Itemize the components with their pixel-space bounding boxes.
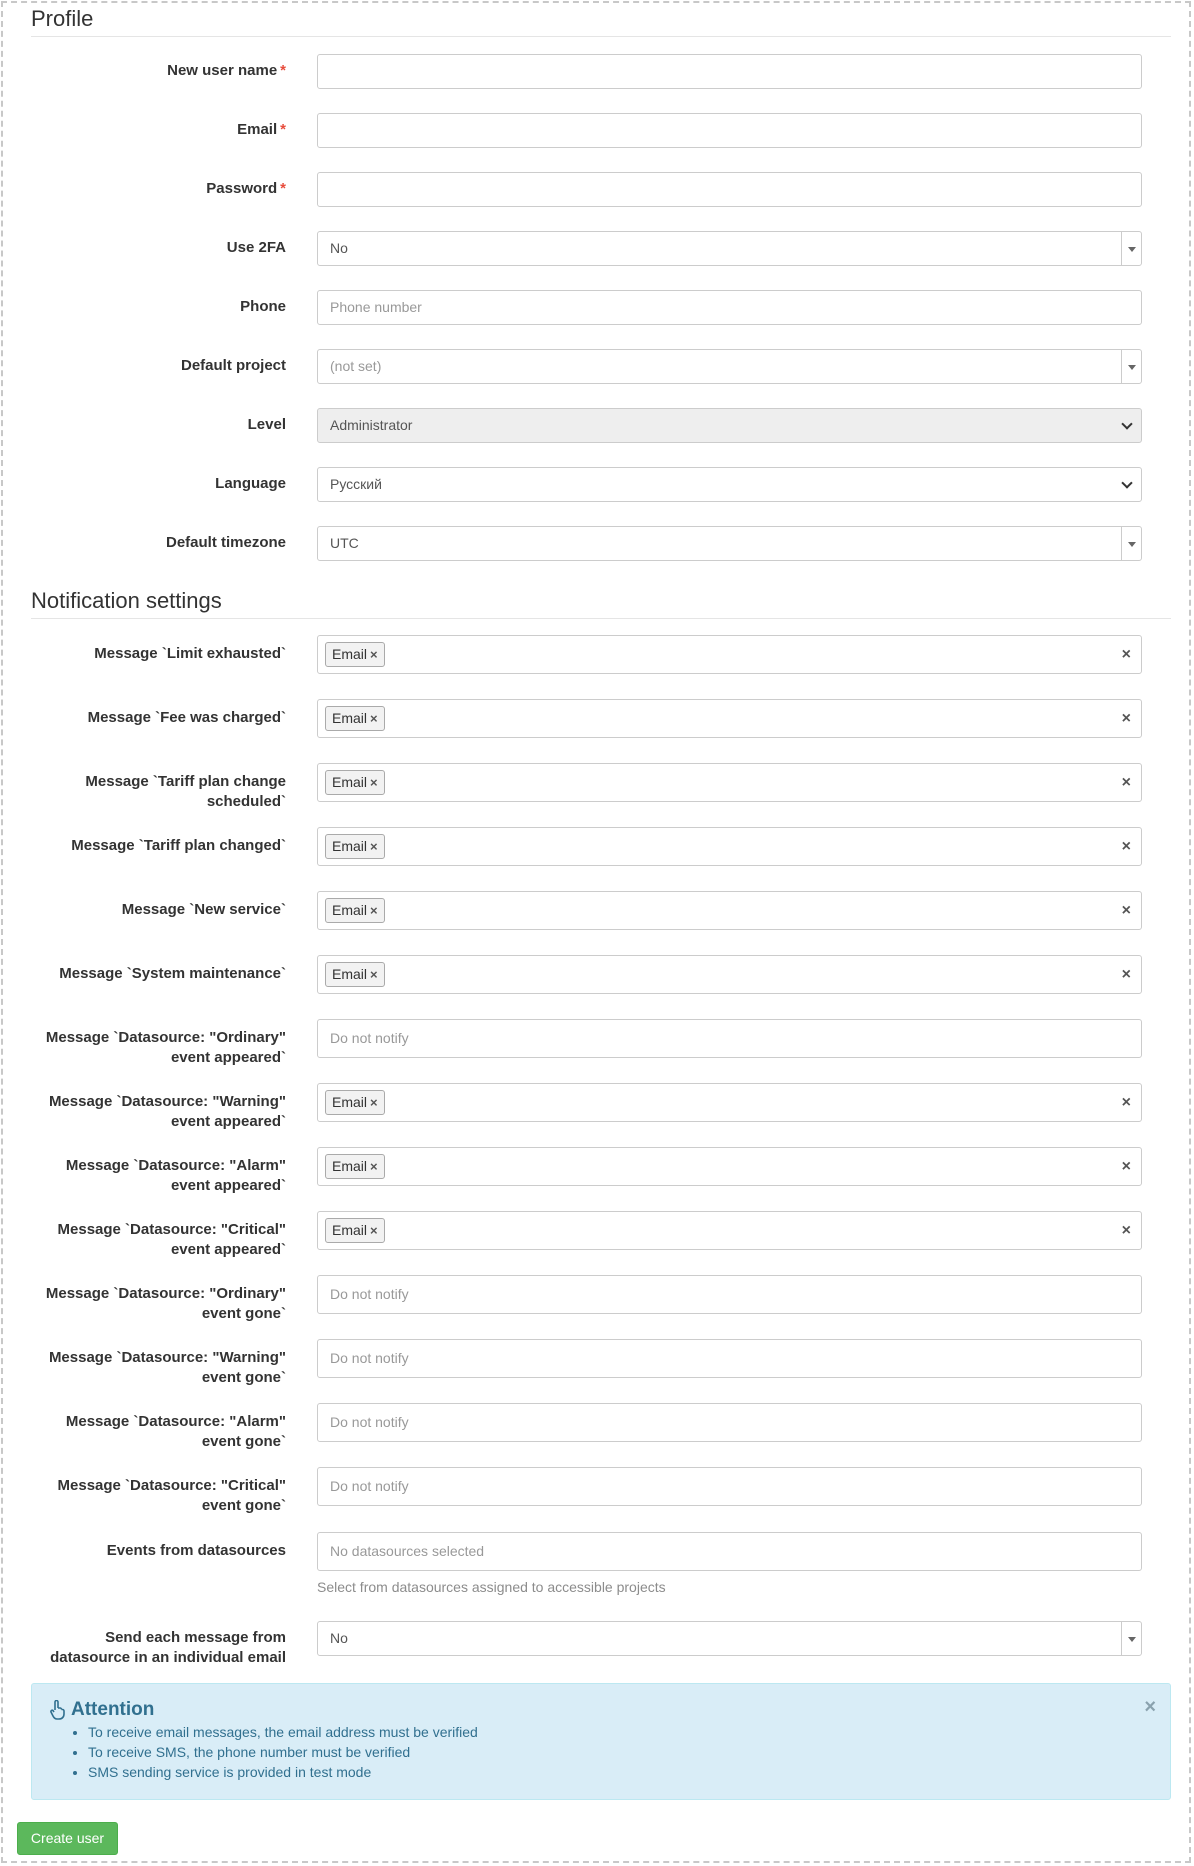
label-phone: Phone — [240, 298, 286, 315]
email-tag: Email × — [325, 642, 385, 667]
notification-channel-select[interactable] — [317, 1467, 1142, 1506]
notification-channel-select[interactable] — [317, 955, 1142, 994]
default-project-select[interactable] — [317, 349, 1142, 384]
clear-icon[interactable]: × — [1121, 1222, 1131, 1239]
notification-placeholder: Do not notify — [330, 1030, 409, 1046]
phone-input[interactable]: Phone number — [317, 290, 1142, 325]
notification-label: Message `Tariff plan change scheduled` — [85, 773, 286, 810]
email-tag: Email × — [325, 1154, 385, 1179]
notification-placeholder: Do not notify — [330, 1414, 409, 1430]
datasources-select[interactable]: No datasources selected — [317, 1532, 1142, 1571]
notification-channel-select[interactable] — [317, 1147, 1142, 1186]
notification-channel-select[interactable] — [317, 635, 1142, 674]
notification-channel-select[interactable] — [317, 699, 1142, 738]
notification-label: Message `Fee was charged` — [87, 709, 286, 726]
language-value: Русский — [330, 476, 382, 492]
notification-channel-select[interactable] — [317, 1275, 1142, 1314]
attention-alert — [31, 1683, 1171, 1800]
remove-tag-icon[interactable]: × — [370, 711, 378, 726]
clear-icon[interactable]: × — [1121, 966, 1131, 983]
individual-email-select[interactable] — [317, 1621, 1142, 1656]
notification-label: Message `Datasource: "Critical" event appeared` — [57, 1221, 286, 1258]
default-project-value: (not set) — [330, 358, 382, 374]
notification-label: Message `Datasource: "Ordinary" event gone` — [45, 1285, 286, 1322]
label-password: Password * — [206, 180, 286, 197]
notification-label: Message `Datasource: "Alarm" event appeared` — [65, 1157, 286, 1194]
notification-placeholder: Do not notify — [330, 1350, 409, 1366]
notification-label: Message `New service` — [121, 901, 286, 918]
caret-down-icon[interactable] — [1121, 350, 1141, 383]
remove-tag-icon[interactable]: × — [370, 1159, 378, 1174]
notification-label: Message `System maintenance` — [59, 965, 286, 982]
remove-tag-icon[interactable]: × — [370, 647, 378, 662]
level-select[interactable] — [317, 408, 1142, 443]
user-name-input[interactable] — [317, 54, 1142, 89]
alert-item: • To receive SMS, the phone number must be verified — [88, 1742, 478, 1762]
chevron-down-icon — [1121, 418, 1132, 429]
section-title-notifications: Notification settings — [31, 588, 1171, 619]
clear-icon[interactable]: × — [1121, 774, 1131, 791]
language-select[interactable] — [317, 467, 1142, 502]
chevron-down-icon — [1121, 477, 1132, 488]
alert-list — [52, 1722, 478, 1782]
caret-down-icon[interactable] — [1121, 527, 1141, 560]
caret-down-icon[interactable] — [1121, 1622, 1141, 1655]
email-tag: Email × — [325, 1218, 385, 1243]
remove-tag-icon[interactable]: × — [370, 775, 378, 790]
clear-icon[interactable]: × — [1121, 1094, 1131, 1111]
notification-label: Message `Tariff plan changed` — [71, 837, 286, 854]
notification-label: Message `Datasource: "Warning" event appeared` — [48, 1093, 286, 1130]
notification-label: Message `Limit exhausted` — [94, 645, 286, 662]
email-input[interactable] — [317, 113, 1142, 148]
notification-channel-select[interactable] — [317, 1339, 1142, 1378]
label-default-project: Default project — [180, 357, 286, 374]
timezone-value: UTC — [330, 535, 359, 551]
email-tag: Email × — [325, 706, 385, 731]
notification-channel-select[interactable] — [317, 1083, 1142, 1122]
remove-tag-icon[interactable]: × — [370, 839, 378, 854]
section-title-profile: Profile — [31, 6, 1171, 37]
label-user-name: New user name * — [167, 62, 286, 79]
notification-channel-select[interactable] — [317, 1403, 1142, 1442]
alert-item: • SMS sending service is provided in test mode — [88, 1762, 478, 1782]
email-tag: Email × — [325, 770, 385, 795]
notification-placeholder: Do not notify — [330, 1478, 409, 1494]
use-2fa-value: No — [330, 240, 348, 256]
notification-label: Message `Datasource: "Critical" event gone` — [57, 1477, 286, 1514]
remove-tag-icon[interactable]: × — [370, 1095, 378, 1110]
notification-label: Message `Datasource: "Alarm" event gone` — [65, 1413, 286, 1450]
hand-pointer-icon — [49, 1700, 67, 1720]
email-tag: Email × — [325, 1090, 385, 1115]
clear-icon[interactable]: × — [1121, 710, 1131, 727]
label-timezone: Default timezone — [165, 534, 286, 551]
email-tag: Email × — [325, 962, 385, 987]
notification-label: Message `Datasource: "Warning" event gone` — [48, 1349, 286, 1386]
clear-icon[interactable]: × — [1121, 838, 1131, 855]
clear-icon[interactable]: × — [1121, 1158, 1131, 1175]
label-use-2fa: Use 2FA — [226, 239, 286, 256]
level-value: Administrator — [330, 417, 413, 433]
use-2fa-select[interactable] — [317, 231, 1142, 266]
clear-icon[interactable]: × — [1121, 902, 1131, 919]
notification-placeholder: Do not notify — [330, 1286, 409, 1302]
remove-tag-icon[interactable]: × — [370, 967, 378, 982]
datasources-help-text: Select from datasources assigned to accessible projects — [317, 1579, 666, 1595]
timezone-select[interactable] — [317, 526, 1142, 561]
email-tag: Email × — [325, 834, 385, 859]
label-language: Language — [215, 475, 286, 492]
notification-channel-select[interactable] — [317, 891, 1142, 930]
alert-title: Attention — [49, 1699, 154, 1721]
create-user-button[interactable]: Create user — [17, 1822, 118, 1855]
individual-email-value: No — [330, 1630, 348, 1646]
remove-tag-icon[interactable]: × — [370, 1223, 378, 1238]
email-tag: Email × — [325, 898, 385, 923]
label-email: Email * — [237, 121, 286, 138]
label-events-from-datasources: Events from datasources — [106, 1542, 286, 1559]
password-input[interactable] — [317, 172, 1142, 207]
notification-channel-select[interactable] — [317, 827, 1142, 866]
alert-item: • To receive email messages, the email address must be verified — [88, 1722, 478, 1742]
notification-label: Message `Datasource: "Ordinary" event appeared` — [45, 1029, 286, 1066]
clear-icon[interactable]: × — [1121, 646, 1131, 663]
label-level: Level — [247, 416, 286, 433]
caret-down-icon[interactable] — [1121, 232, 1141, 265]
notification-channel-select[interactable] — [317, 1211, 1142, 1250]
notification-channel-select[interactable] — [317, 1019, 1142, 1058]
label-individual-email: Send each message from datasource in an individual email — [50, 1629, 286, 1666]
close-icon[interactable]: × — [1144, 1696, 1156, 1718]
notification-channel-select[interactable] — [317, 763, 1142, 802]
remove-tag-icon[interactable]: × — [370, 903, 378, 918]
